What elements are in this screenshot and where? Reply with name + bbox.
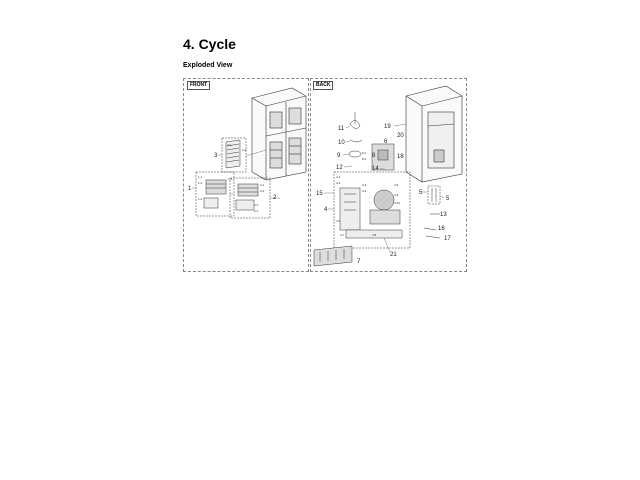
back-callout-11: 11 — [338, 126, 345, 132]
svg-text:8-2: 8-2 — [362, 157, 367, 161]
back-callout-4: 4 — [324, 207, 328, 213]
svg-text:4-7: 4-7 — [340, 233, 345, 237]
svg-text:4-3: 4-3 — [362, 183, 367, 187]
svg-text:4-8: 4-8 — [372, 233, 377, 237]
svg-text:2-1: 2-1 — [260, 183, 265, 187]
section-subtitle: Exploded View — [183, 62, 233, 69]
back-part-10 — [350, 140, 362, 142]
svg-text:1-4: 1-4 — [198, 197, 203, 201]
back-cabinet — [406, 86, 462, 182]
back-callout-6: 6 — [384, 139, 388, 145]
back-part-9 — [349, 151, 361, 157]
back-callout-9: 9 — [337, 153, 341, 159]
svg-text:4-4: 4-4 — [362, 189, 367, 193]
back-callout-7: 7 — [357, 259, 361, 265]
svg-text:8-1: 8-1 — [362, 151, 367, 155]
front-callout-2: 2 — [273, 195, 277, 201]
front-callout-3: 3 — [214, 153, 218, 159]
back-part-7-base-cover — [314, 246, 352, 266]
section-title: 4. Cycle — [183, 36, 236, 52]
back-callout-5a: 5 — [419, 190, 423, 196]
back-part-16 — [424, 228, 436, 230]
svg-text:4-9: 4-9 — [394, 193, 399, 197]
back-callout-16: 16 — [438, 226, 445, 232]
back-callout-10: 10 — [338, 140, 345, 146]
back-callout-13: 13 — [440, 212, 447, 218]
back-callout-12: 12 — [336, 165, 343, 171]
svg-text:4-10: 4-10 — [394, 201, 401, 205]
back-callout-19: 19 — [384, 124, 391, 130]
front-view-label: FRONT — [187, 81, 210, 90]
back-part-17 — [426, 236, 440, 238]
svg-text:3-2: 3-2 — [242, 148, 247, 152]
svg-text:1-3: 1-3 — [228, 177, 233, 181]
back-view-label: BACK — [313, 81, 333, 90]
back-callout-17: 17 — [444, 236, 451, 242]
svg-text:4-5: 4-5 — [394, 183, 399, 187]
front-part-3-grille — [222, 138, 246, 172]
back-callout-18: 18 — [397, 154, 404, 160]
back-callout-20: 20 — [397, 133, 404, 139]
svg-text:2-4: 2-4 — [254, 209, 259, 213]
svg-text:4-1: 4-1 — [336, 175, 341, 179]
svg-text:2-2: 2-2 — [260, 189, 265, 193]
svg-text:3-1: 3-1 — [227, 143, 232, 147]
back-callout-5b: 5 — [446, 196, 450, 202]
back-callout-14: 14 — [372, 166, 379, 172]
front-callout-1: 1 — [188, 186, 192, 192]
back-callout-8: 8 — [372, 153, 376, 159]
back-callout-21: 21 — [390, 252, 397, 258]
back-part-5 — [428, 186, 440, 204]
svg-text:1-1: 1-1 — [198, 175, 203, 179]
svg-text:4-2: 4-2 — [336, 181, 341, 185]
svg-text:1-2: 1-2 — [198, 181, 203, 185]
svg-text:2-3: 2-3 — [254, 203, 259, 207]
svg-text:4-6: 4-6 — [336, 219, 341, 223]
front-cabinet — [252, 88, 306, 180]
back-callout-15: 15 — [316, 191, 323, 197]
